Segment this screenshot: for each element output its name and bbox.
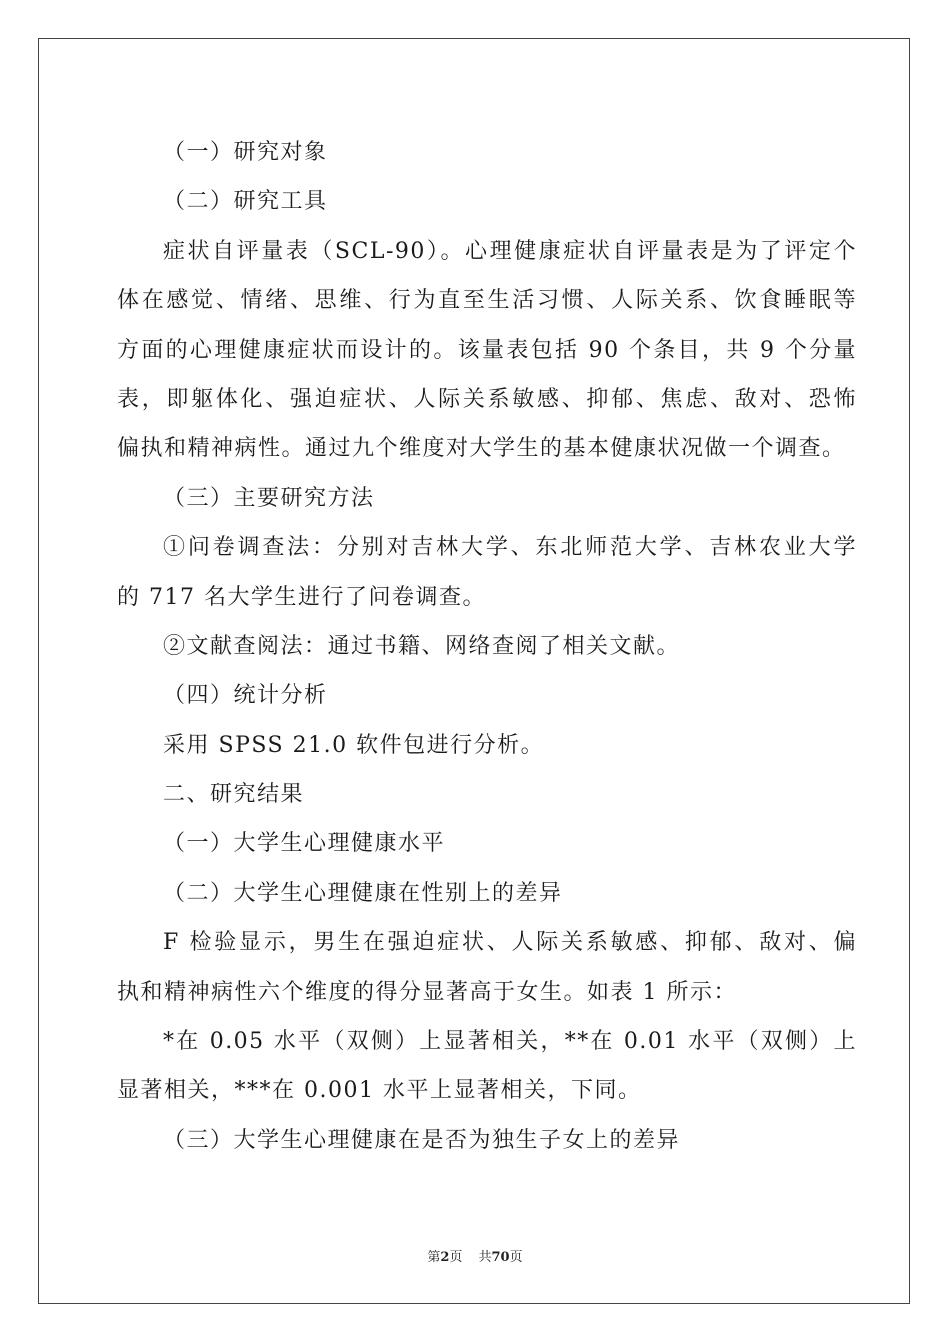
paragraph-line: 的 717 名大学生进行了问卷调查。 — [117, 584, 486, 610]
paragraph-line: 采用 SPSS 21.0 软件包进行分析。 — [163, 732, 545, 758]
paragraph-line: 偏执和精神病性。通过九个维度对大学生的基本健康状况做一个调查。 — [117, 436, 846, 462]
section-heading-research-methods: （三）主要研究方法 — [163, 485, 375, 511]
page-prefix: 第 — [427, 1250, 441, 1265]
page-number: 2 — [440, 1250, 450, 1265]
total-prefix: 共 — [478, 1250, 492, 1265]
paragraph-line: 症状自评量表（SCL-90）。心理健康症状自评量表是为了评定个 — [163, 238, 857, 264]
section-heading-research-tools: （二）研究工具 — [163, 189, 328, 215]
paragraph-line: F 检验显示，男生在强迫症状、人际关系敏感、抑郁、敌对、偏 — [163, 930, 857, 956]
paragraph-line: 方面的心理健康症状而设计的。该量表包括 90 个条目，共 9 个分量 — [117, 337, 857, 363]
paragraph-line: ②文献查阅法：通过书籍、网络查阅了相关文献。 — [163, 633, 681, 659]
section-heading-research-results: 二、研究结果 — [163, 782, 305, 808]
section-heading-gender-difference: （二）大学生心理健康在性别上的差异 — [163, 880, 563, 906]
paragraph-line: 体在感觉、情绪、思维、行为直至生活习惯、人际关系、饮食睡眠等 — [117, 288, 857, 314]
section-heading-only-child-difference: （三）大学生心理健康在是否为独生子女上的差异 — [163, 1127, 681, 1153]
section-heading-statistical-analysis: （四）统计分析 — [163, 683, 328, 709]
paragraph-line: ①问卷调查法：分别对吉林大学、东北师范大学、吉林农业大学 — [163, 535, 857, 561]
page-footer — [0, 1246, 950, 1265]
paragraph-line: 表，即躯体化、强迫症状、人际关系敏感、抑郁、焦虑、敌对、恐怖 — [117, 386, 857, 412]
section-heading-mental-health-level: （一）大学生心理健康水平 — [163, 831, 446, 857]
paragraph-line: 执和精神病性六个维度的得分显著高于女生。如表 1 所示： — [117, 979, 737, 1005]
total-suffix: 页 — [509, 1250, 523, 1265]
total-pages: 70 — [491, 1250, 510, 1265]
paragraph-line: 显著相关，***在 0.001 水平上显著相关，下同。 — [117, 1078, 642, 1104]
paragraph-line: *在 0.05 水平（双侧）上显著相关，**在 0.01 水平（双侧）上 — [163, 1029, 857, 1055]
document-body — [117, 128, 857, 1165]
section-heading-research-subjects: （一）研究对象 — [163, 140, 328, 165]
page-suffix: 页 — [449, 1250, 463, 1265]
